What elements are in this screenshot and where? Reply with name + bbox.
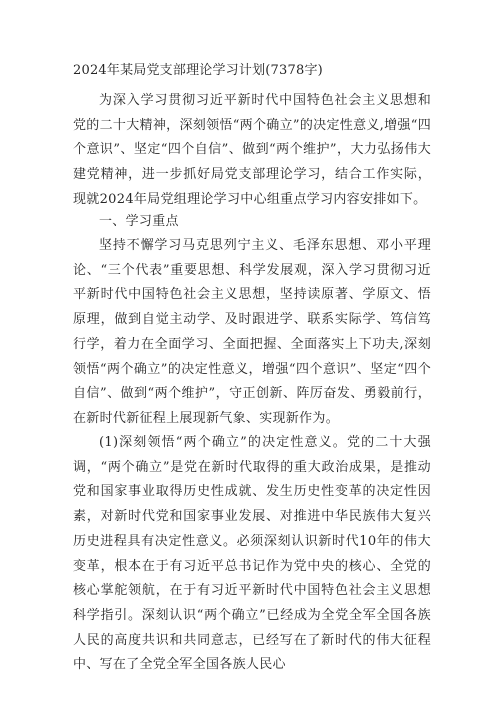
item-1-paragraph: (1)深刻领悟“两个确立”的决定性意义。党的二十大强调，“两个确立”是党在新时代取得的重大政治成果，是推动党和国家事业取得历史性成就、发生历史性变革的决定性因素，对新时代党和国家事业发展、对推进中华民族伟大复兴历史进程具有决定性意义。必须深刻认识新时代10年的伟大变革，根本在于有习近平总书记作为党中央的核心、全党的核心掌舵领航，在于有习近平新时代中国特色社会主义思想科学指引。深刻认识“两个确立”已经成为全党全军全国各族人民的高度共识和共同意志，已经写在了新时代的伟大征程中、写在了全党全军全国各族人民心: [73, 435, 431, 673]
document-title: 2024年某局党支部理论学习计划(7378字): [73, 63, 323, 78]
intro-paragraph: 为深入学习贯彻习近平新时代中国特色社会主义思想和党的二十大精神，深刻领悟“两个确立”的决定性意义,增强“四个意识”、坚定“四个自信”、做到“两个维护”，大力弘扬伟大建党精神，进一步抓好局党支部理论学习，结合工作实际，现就2024年局党组理论学习中心组重点学习内容安排如下。: [73, 93, 431, 207]
section-heading-study-focus: 一、学习重点: [99, 214, 179, 229]
study-focus-paragraph: 坚持不懈学习马克思列宁主义、毛泽东思想、邓小平理论、“三个代表”重要思想、科学发展观，深入学习贯彻习近平新时代中国特色社会主义思想，坚持读原著、学原文、悟原理，做到自觉主动学、及时跟进学、联系实际学、笃信笃行学，着力在全面学习、全面把握、全面落实上下功夫,深刻领悟“两个确立”的决定性意义，增强“四个意识”、坚定“四个自信”、做到“两个维护”，守正创新、阵厉奋发、勇毅前行，在新时代新征程上展现新气象、实现新作为。: [73, 238, 431, 426]
